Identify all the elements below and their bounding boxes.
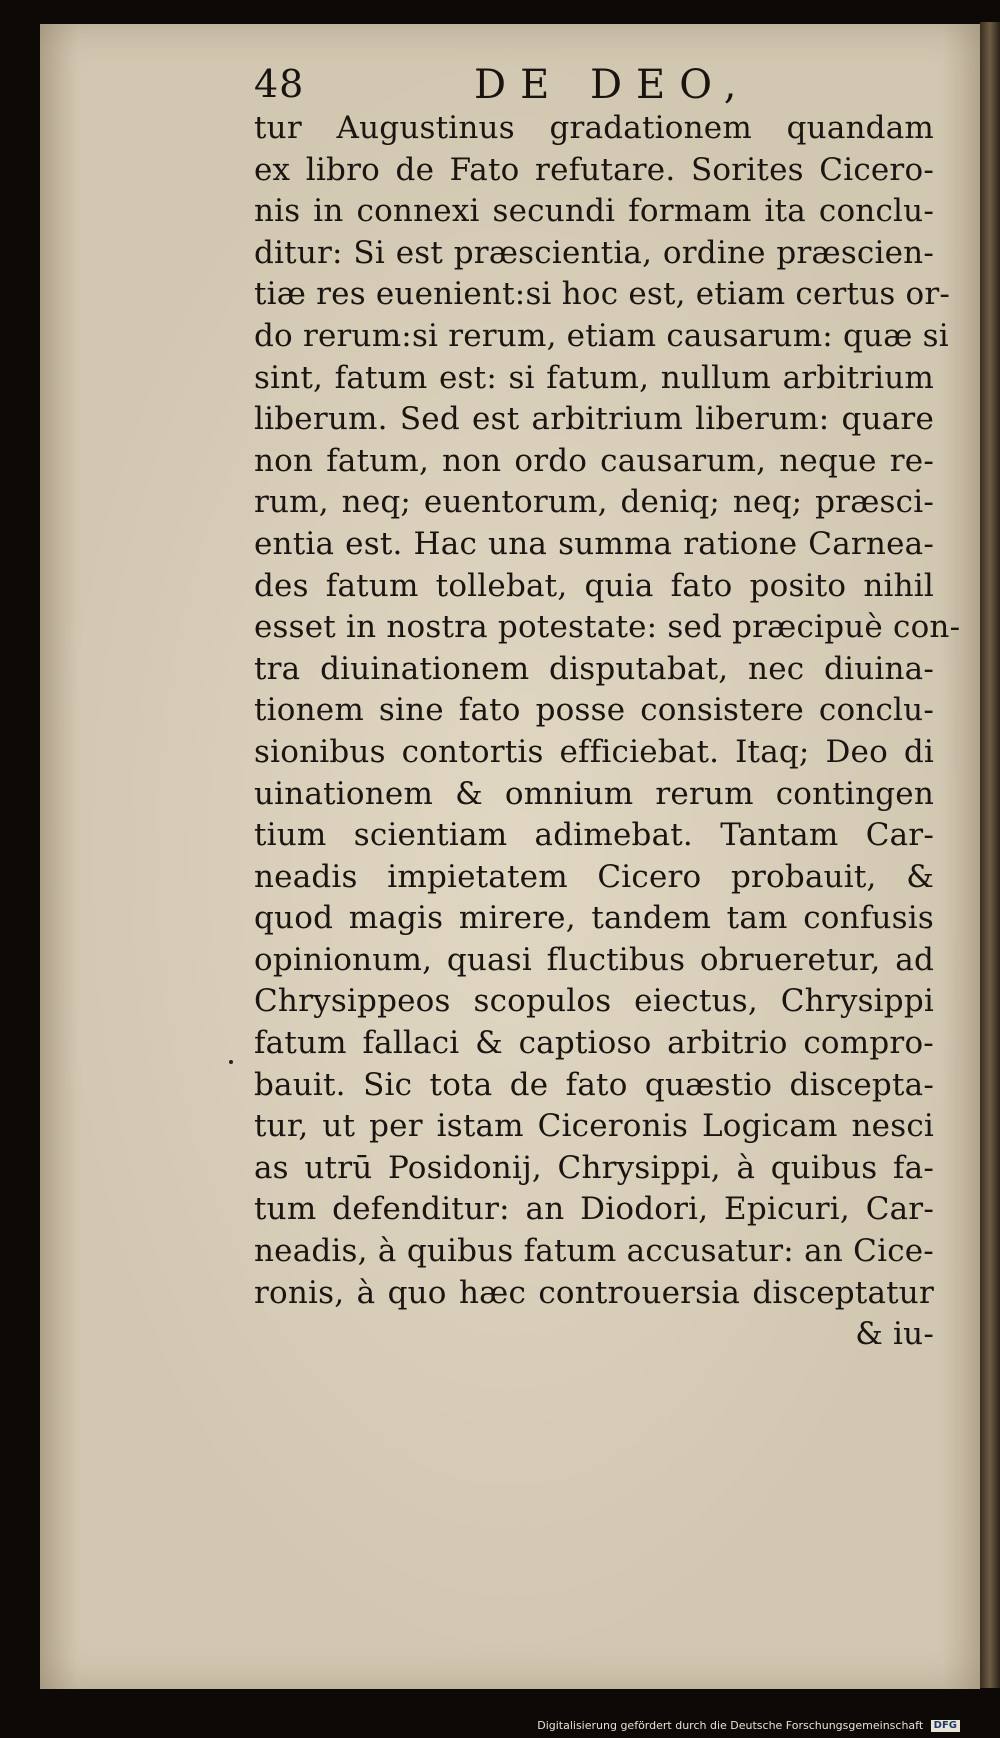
running-title: DE DEO, [474,62,751,108]
text-line: entia est. Hac una summa ratione Carnea- [254,525,934,562]
text-line: as utrū Posidonij, Chrysippi, à quibus fa- [254,1149,934,1186]
text-line: quod magis mirere, tandem tam confusis [254,900,934,937]
page-number: 48 [254,62,305,106]
book-spine-edge [980,22,1000,1688]
text-line: sint, fatum est: si fatum, nullum arbitrium [254,359,934,396]
dfg-logo: DFG [931,1720,960,1732]
text-line: esset in nostra potestate: sed præcipuè con- [254,609,961,646]
text-line: ex libro de Fato refutare. Sorites Cicero- [254,151,934,188]
text-line: Chrysippeos scopulos eiectus, Chrysippi [254,983,934,1020]
digitization-notice [537,1719,960,1732]
margin-mark [229,1060,233,1064]
text-line: nis in connexi secundi formam ita conclu- [254,193,934,230]
text-line: rum, neq; euentorum, deniq; neq; præsci- [254,484,934,521]
text-line: liberum. Sed est arbitrium liberum: quare [254,401,934,438]
text-line: ronis, à quo hæc controuersia disceptatur [254,1274,934,1311]
text-line: tur Augustinus gradationem quandam [254,110,934,146]
main-text [254,108,961,1356]
text-line: do rerum:si rerum, etiam causarum: quæ si [254,317,949,354]
text-line: tur, ut per istam Ciceronis Logicam nesci [254,1108,934,1145]
text-line: tum defenditur: an Diodori, Epicuri, Car- [254,1191,934,1228]
text-line: bauit. Sic tota de fato quæstio discepta- [254,1066,934,1103]
funding-notice-text: Digitalisierung gefördert durch die Deutsche Forschungsgemeinschaft [537,1719,924,1732]
catchword: & iu- [855,1316,934,1353]
running-head [254,62,954,112]
text-line: tra diuinationem disputabat, nec diuina- [254,650,934,687]
text-line: neadis, à quibus fatum accusatur: an Cice- [254,1233,934,1270]
text-line: sionibus contortis efficiebat. Itaq; Deo di [254,733,934,770]
text-line: fatum fallaci & captioso arbitrio compro- [254,1025,934,1062]
text-line: tionem sine fato posse consistere conclu- [254,692,934,729]
text-line: non fatum, non ordo causarum, neque re- [254,442,934,479]
text-line: tium scientiam adimebat. Tantam Car- [254,817,934,854]
text-line: ditur: Si est præscientia, ordine præscien- [254,234,934,271]
text-line: neadis impietatem Cicero probauit, & [254,858,934,895]
text-line: uinationem & omnium rerum contingen [254,775,934,812]
text-line: tiæ res euenient:si hoc est, etiam certus or- [254,276,951,313]
text-line: opinionum, quasi fluctibus obrueretur, ad [254,941,934,978]
text-line: des fatum tollebat, quia fato posito nihil [254,567,934,604]
